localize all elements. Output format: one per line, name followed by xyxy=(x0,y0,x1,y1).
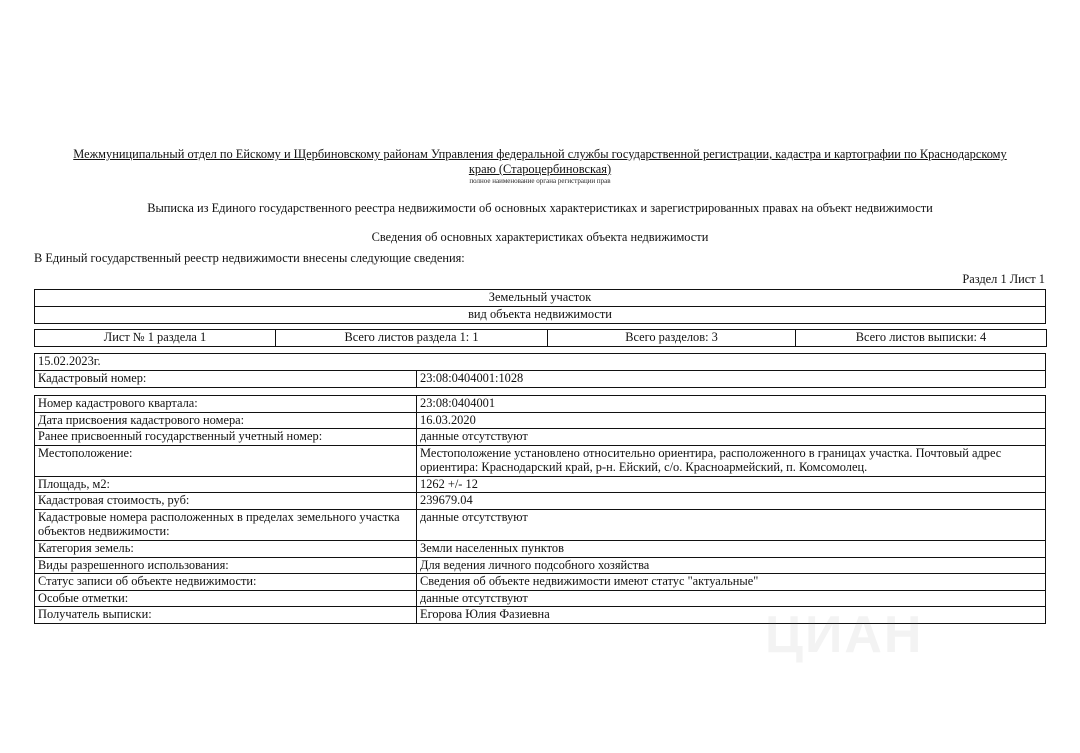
sheets-info-table xyxy=(34,329,1047,347)
row-label: Особые отметки: xyxy=(35,590,417,607)
cadastral-number-label: Кадастровый номер: xyxy=(35,371,417,388)
table-row xyxy=(35,445,1046,476)
characteristics-table xyxy=(34,395,1046,624)
row-value: 239679.04 xyxy=(417,493,1046,510)
object-kind-table xyxy=(34,289,1046,324)
row-label: Площадь, м2: xyxy=(35,476,417,493)
table-row xyxy=(35,574,1046,591)
table-row xyxy=(35,429,1046,446)
extract-date: 15.02.2023г. xyxy=(35,354,1046,371)
table-row xyxy=(35,396,1046,413)
table-row xyxy=(35,540,1046,557)
row-label: Местоположение: xyxy=(35,445,417,476)
section-title: Сведения об основных характеристиках объекта недвижимости xyxy=(371,230,709,244)
date-table xyxy=(34,353,1046,388)
table-row xyxy=(35,557,1046,574)
object-kind-value: Земельный участок xyxy=(35,290,1046,307)
row-value: Для ведения личного подсобного хозяйства xyxy=(417,557,1046,574)
table-row xyxy=(35,476,1046,493)
row-value: Земли населенных пунктов xyxy=(417,540,1046,557)
watermark-logo: ЦИАН xyxy=(765,606,924,664)
row-value: данные отсутствуют xyxy=(417,590,1046,607)
table-row xyxy=(35,509,1046,540)
row-label: Получатель выписки: xyxy=(35,607,417,624)
row-value: 1262 +/- 12 xyxy=(417,476,1046,493)
row-value: 23:08:0404001 xyxy=(417,396,1046,413)
row-value: данные отсутствуют xyxy=(417,429,1046,446)
row-label: Дата присвоения кадастрового номера: xyxy=(35,412,417,429)
row-label: Номер кадастрового квартала: xyxy=(35,396,417,413)
row-value: Егорова Юлия Фазиевна xyxy=(417,607,1046,624)
sheet-of-section: Лист № 1 раздела 1 xyxy=(35,330,276,347)
row-value: Местоположение установлено относительно ориентира, расположенного в границах участка. Почтовый адрес ориентира: Краснодарский край, р-н. Ейский, с/о. Красноармейский, п. Комсомолец. xyxy=(417,445,1046,476)
total-extract-sheets: Всего листов выписки: 4 xyxy=(796,330,1047,347)
object-kind-caption: вид объекта недвижимости xyxy=(35,307,1046,324)
total-section-sheets: Всего листов раздела 1: 1 xyxy=(276,330,548,347)
row-label: Ранее присвоенный государственный учетный номер: xyxy=(35,429,417,446)
registration-authority-name: Межмуниципальный отдел по Ейскому и Щербиновскому районам Управления федеральной службы государственной регистрации, кадастра и картографии по Краснодарскому краю (Староцербиновская) xyxy=(73,147,1007,176)
table-row xyxy=(35,412,1046,429)
section-sheet-label: Раздел 1 Лист 1 xyxy=(962,272,1045,286)
row-label: Кадастровая стоимость, руб: xyxy=(35,493,417,510)
intro-text: В Единый государственный реестр недвижимости внесены следующие сведения: xyxy=(34,251,465,265)
row-label: Виды разрешенного использования: xyxy=(35,557,417,574)
row-label: Статус записи об объекте недвижимости: xyxy=(35,574,417,591)
total-sections: Всего разделов: 3 xyxy=(548,330,796,347)
row-value: Сведения об объекте недвижимости имеют статус "актуальные" xyxy=(417,574,1046,591)
row-label: Категория земель: xyxy=(35,540,417,557)
table-row xyxy=(35,493,1046,510)
row-value: 16.03.2020 xyxy=(417,412,1046,429)
extract-title: Выписка из Единого государственного реестра недвижимости об основных характеристиках и зарегистрированных правах на объект недвижимости xyxy=(147,201,933,215)
row-value: данные отсутствуют xyxy=(417,509,1046,540)
row-label: Кадастровые номера расположенных в пределах земельного участка объектов недвижимости: xyxy=(35,509,417,540)
authority-caption: полное наименование органа регистрации прав xyxy=(469,177,611,185)
cadastral-number-value: 23:08:0404001:1028 xyxy=(417,371,1046,388)
